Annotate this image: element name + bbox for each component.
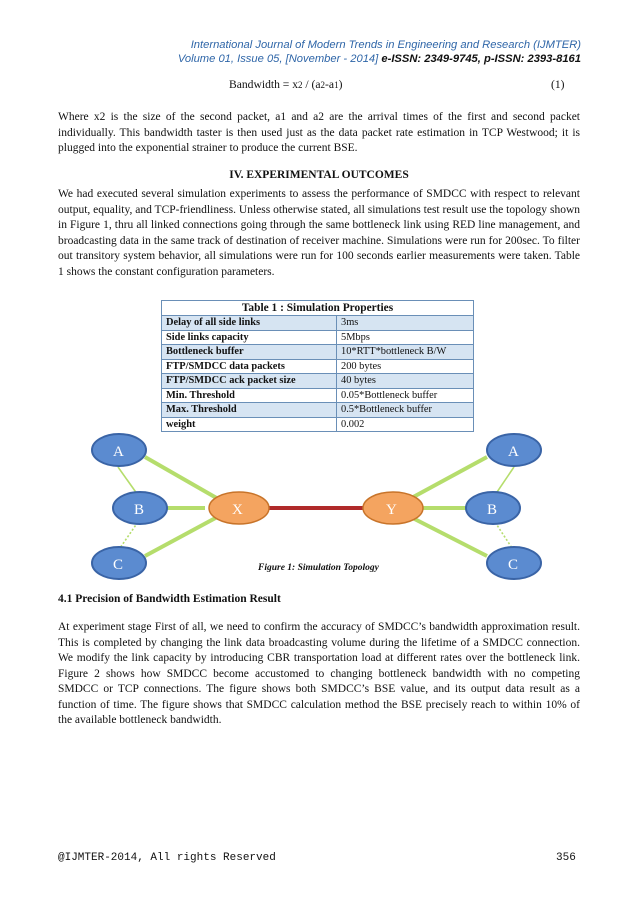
node-label: Y bbox=[386, 502, 397, 518]
table-row bbox=[162, 345, 474, 360]
table-key: FTP/SMDCC data packets bbox=[162, 359, 337, 374]
node-left-b bbox=[113, 492, 167, 524]
journal-issue-line bbox=[0, 52, 638, 67]
subsection-heading: 4.1 Precision of Bandwidth Estimation Result bbox=[58, 593, 281, 605]
figure-caption: Figure 1: Simulation Topology bbox=[258, 563, 379, 573]
simulation-topology-diagram bbox=[0, 425, 638, 585]
node-label: X bbox=[232, 502, 243, 518]
journal-volume: Volume 01, Issue 05, [November - 2014] bbox=[177, 53, 382, 65]
simulation-properties-table bbox=[161, 300, 474, 432]
journal-title: International Journal of Modern Trends in Engineering and Research (IJMTER) bbox=[190, 39, 581, 51]
table-row bbox=[162, 316, 474, 331]
table-value: 3ms bbox=[337, 316, 474, 331]
node-label: A bbox=[508, 444, 519, 460]
table-key: Max. Threshold bbox=[162, 403, 337, 418]
footer-copyright: @IJMTER-2014, All rights Reserved bbox=[58, 852, 276, 864]
node-right-b bbox=[466, 492, 520, 524]
table-row bbox=[162, 330, 474, 345]
table-value: 10*RTT*bottleneck B/W bbox=[337, 345, 474, 360]
paragraph-bandwidth-explanation: Where x2 is the size of the second packet, a1 and a2 are the arrival times of the first and second packet individually. This bandwidth taster is then used just as the data packet rate estimation in TCP Westwood; it is plugged into the exponential strainer to produce the current BSE. bbox=[58, 111, 580, 154]
eq-prefix: Bandwidth = x bbox=[229, 78, 299, 91]
node-label: C bbox=[508, 557, 519, 573]
table-row bbox=[162, 388, 474, 403]
node-label: A bbox=[113, 444, 124, 460]
node-left-a bbox=[92, 434, 146, 466]
eq-suffix: ) bbox=[338, 78, 343, 91]
node-label: B bbox=[487, 502, 498, 518]
eq-sub-a1: 1 bbox=[334, 80, 339, 90]
node-right-a bbox=[487, 434, 541, 466]
bandwidth-equation bbox=[229, 78, 342, 91]
equation-number: (1) bbox=[551, 78, 565, 91]
paragraph-experiments: We had executed several simulation experiments to assess the performance of SMDCC with respect to relevant output, equality, and TCP-friendliness. Unless otherwise stated, all simulations test result use the topology shown in Figure 1, thru all linked connections going through the same bottleneck link using RED line management, and broadcasting data in the same track of destination of receiver machine. Simulations were run for 200sec. To filter out transitory system behavior, all simulations were run for 100 seconds earlier measurements were taken. Table 1 shows the constant configuration parameters. bbox=[58, 188, 580, 278]
paragraph-precision: At experiment stage First of all, we need to confirm the accuracy of SMDCC’s bandwidth approximation result. This is completed by changing the link data broadcasting volume during the lifetime of a SMDCC connection. We modify the link capacity by introducing CBR transportation load at different rates over the bottleneck link. Figure 2 shows how SMDCC become accustomed to changing bottleneck bandwidth with no competing SMDCC or TCP connections. The figure shows both SMDCC’s BSE value, and its output data result as a function of time. The figure shows that SMDCC calculation method the BSE precisely reach to within 10% of the available bottleneck bandwidth. bbox=[58, 621, 580, 726]
table-value: 0.002 bbox=[337, 417, 474, 432]
router-y bbox=[363, 492, 423, 524]
table-row bbox=[162, 403, 474, 418]
table-row bbox=[162, 374, 474, 389]
table-value: 0.5*Bottleneck buffer bbox=[337, 403, 474, 418]
eq-mid2: -a bbox=[325, 78, 335, 91]
table-key: Min. Threshold bbox=[162, 388, 337, 403]
node-label: B bbox=[134, 502, 145, 518]
table-value: 200 bytes bbox=[337, 359, 474, 374]
table-value: 40 bytes bbox=[337, 374, 474, 389]
table-key: Side links capacity bbox=[162, 330, 337, 345]
table-key: weight bbox=[162, 417, 337, 432]
eq-sub-x2: 2 bbox=[298, 80, 303, 90]
page-number: 356 bbox=[556, 852, 576, 864]
section-heading: IV. EXPERIMENTAL OUTCOMES bbox=[229, 169, 409, 181]
journal-issn: e-ISSN: 2349-9745, p-ISSN: 2393-8161 bbox=[381, 53, 581, 65]
table-key: FTP/SMDCC ack packet size bbox=[162, 374, 337, 389]
table-value: 5Mbps bbox=[337, 330, 474, 345]
node-right-c bbox=[487, 547, 541, 579]
router-x bbox=[209, 492, 269, 524]
table-key: Bottleneck buffer bbox=[162, 345, 337, 360]
eq-mid1: / (a bbox=[302, 78, 321, 91]
node-left-c bbox=[92, 547, 146, 579]
table-caption: Table 1 : Simulation Properties bbox=[162, 301, 474, 316]
table-row bbox=[162, 359, 474, 374]
eq-sub-a2: 2 bbox=[320, 80, 326, 90]
table-value: 0.05*Bottleneck buffer bbox=[337, 388, 474, 403]
node-label: C bbox=[113, 557, 124, 573]
table-key: Delay of all side links bbox=[162, 316, 337, 331]
